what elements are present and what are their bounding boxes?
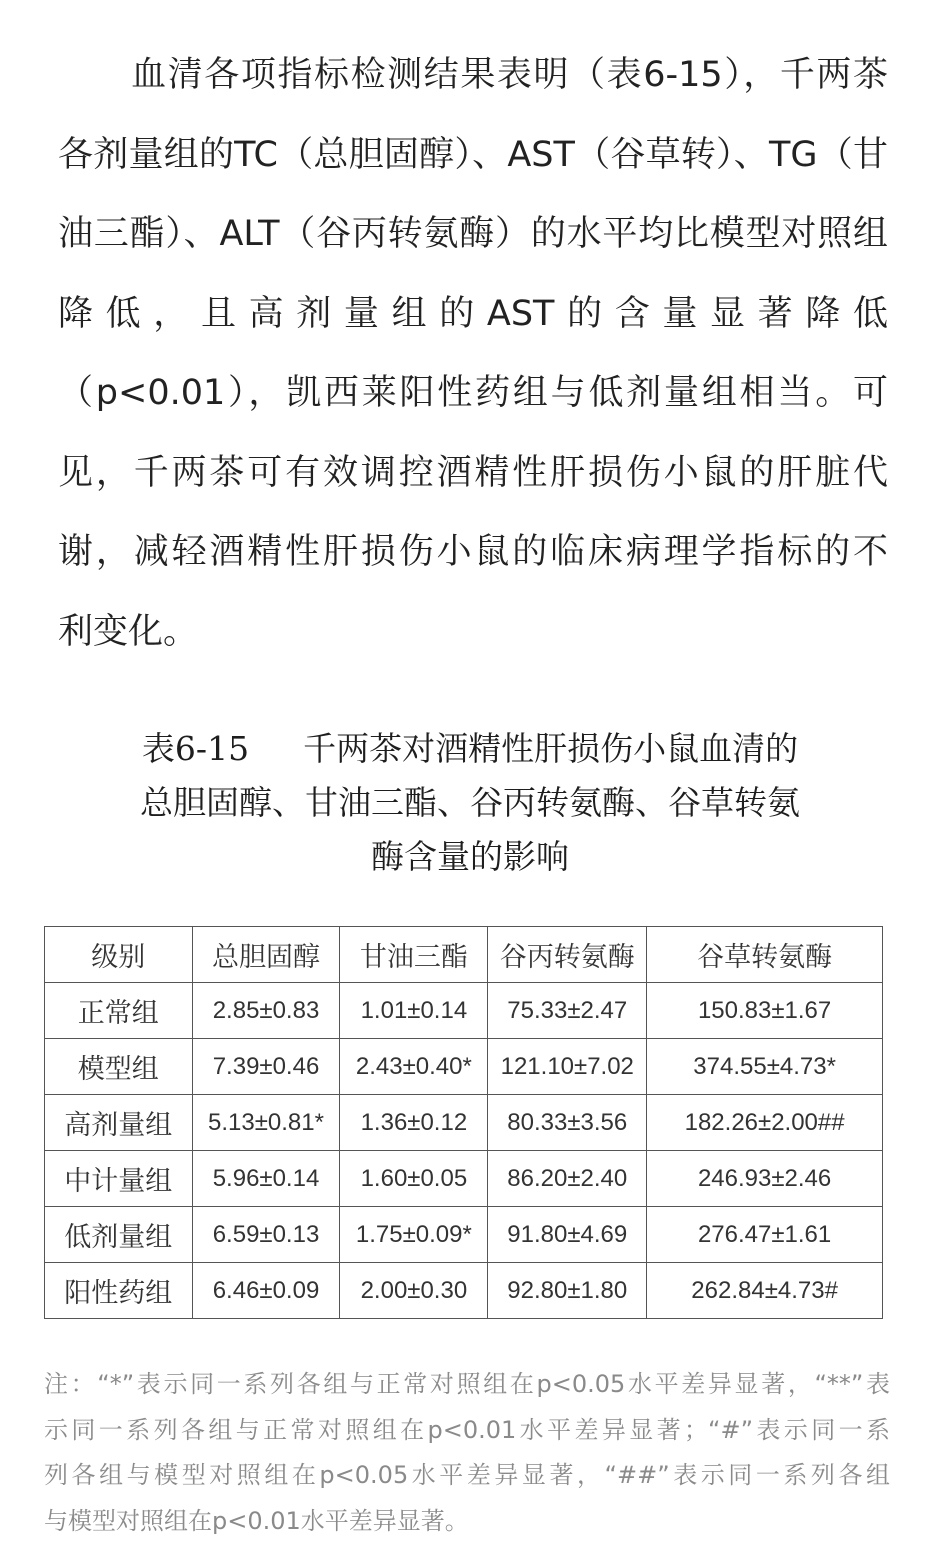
table-cell: 1.75±0.09* <box>340 1207 488 1263</box>
table-row <box>45 1207 883 1263</box>
table-cell: 91.80±4.69 <box>488 1207 647 1263</box>
table-row <box>45 1095 883 1151</box>
paragraph-line: 降低，且高剂量组的AST的含量显著降低 <box>58 293 888 334</box>
table-number: 表6-15 <box>141 729 250 768</box>
table-cell: 262.84±4.73# <box>647 1263 883 1319</box>
table-cell: 5.13±0.81* <box>192 1095 340 1151</box>
group-cell: 低剂量组 <box>45 1207 193 1263</box>
table-cell: 182.26±2.00## <box>647 1095 883 1151</box>
footnote-line: 列各组与模型对照组在p<0.05水平差异显著，“##”表示同一系列各组 <box>44 1461 890 1489</box>
table-header-row <box>45 927 883 983</box>
table-cell: 86.20±2.40 <box>488 1151 647 1207</box>
group-cell: 阳性药组 <box>45 1263 193 1319</box>
table-cell: 5.96±0.14 <box>192 1151 340 1207</box>
table-cell: 276.47±1.61 <box>647 1207 883 1263</box>
header-cell-alt: 谷丙转氨酶 <box>488 927 647 983</box>
table-cell: 92.80±1.80 <box>488 1263 647 1319</box>
table-cell: 374.55±4.73* <box>647 1039 883 1095</box>
table-cell: 2.00±0.30 <box>340 1263 488 1319</box>
header-cell-group: 级别 <box>45 927 193 983</box>
table-caption <box>0 722 940 884</box>
table-cell: 1.60±0.05 <box>340 1151 488 1207</box>
group-cell: 模型组 <box>45 1039 193 1095</box>
table-cell: 246.93±2.46 <box>647 1151 883 1207</box>
table-cell: 80.33±3.56 <box>488 1095 647 1151</box>
table-row <box>45 983 883 1039</box>
header-cell-tg: 甘油三酯 <box>340 927 488 983</box>
body-paragraph <box>58 36 888 672</box>
table-cell: 6.46±0.09 <box>192 1263 340 1319</box>
caption-line-1 <box>0 722 940 776</box>
paragraph-line: 见，千两茶可有效调控酒精性肝损伤小鼠的肝脏代 <box>58 452 888 493</box>
table-footnote <box>44 1362 890 1544</box>
table-cell: 2.43±0.40* <box>340 1039 488 1095</box>
paragraph-line: （p<0.01），凯西莱阳性药组与低剂量组相当。可 <box>58 373 888 413</box>
group-cell: 中计量组 <box>45 1151 193 1207</box>
group-cell: 正常组 <box>45 983 193 1039</box>
paragraph-line: 谢，减轻酒精性肝损伤小鼠的临床病理学指标的不 <box>58 532 888 572</box>
table-cell: 75.33±2.47 <box>488 983 647 1039</box>
table-row <box>45 1151 883 1207</box>
paragraph-line: 血清各项指标检测结果表明（表6-15），千两茶 <box>58 55 888 95</box>
table-cell: 121.10±7.02 <box>488 1039 647 1095</box>
table-cell: 7.39±0.46 <box>192 1039 340 1095</box>
table-cell: 6.59±0.13 <box>192 1207 340 1263</box>
table-cell: 1.01±0.14 <box>340 983 488 1039</box>
footnote-line: 注：“*”表示同一系列各组与正常对照组在p<0.05水平差异显著，“**”表 <box>44 1370 890 1398</box>
paragraph-line: 利变化。 <box>58 611 199 652</box>
paragraph-line: 各剂量组的TC（总胆固醇）、AST（谷草转）、TG（甘 <box>58 134 888 175</box>
caption-title-part: 千两茶对酒精性肝损伤小鼠血清的 <box>303 729 799 768</box>
header-cell-tc: 总胆固醇 <box>192 927 340 983</box>
table-cell: 2.85±0.83 <box>192 983 340 1039</box>
table-cell: 150.83±1.67 <box>647 983 883 1039</box>
header-cell-ast: 谷草转氨酶 <box>647 927 883 983</box>
serum-index-table <box>44 926 883 1319</box>
paragraph-line: 油三酯）、ALT（谷丙转氨酶）的水平均比模型对照组 <box>58 214 888 254</box>
table-row <box>45 1263 883 1319</box>
footnote-line: 与模型对照组在p<0.01水平差异显著。 <box>44 1506 469 1535</box>
group-cell: 高剂量组 <box>45 1095 193 1151</box>
caption-line-3: 酶含量的影响 <box>371 837 569 876</box>
table-cell: 1.36±0.12 <box>340 1095 488 1151</box>
caption-line-2: 总胆固醇、甘油三酯、谷丙转氨酶、谷草转氨 <box>140 783 800 822</box>
footnote-line: 示同一系列各组与正常对照组在p<0.01水平差异显著；“#”表示同一系 <box>44 1415 890 1444</box>
table-row <box>45 1039 883 1095</box>
